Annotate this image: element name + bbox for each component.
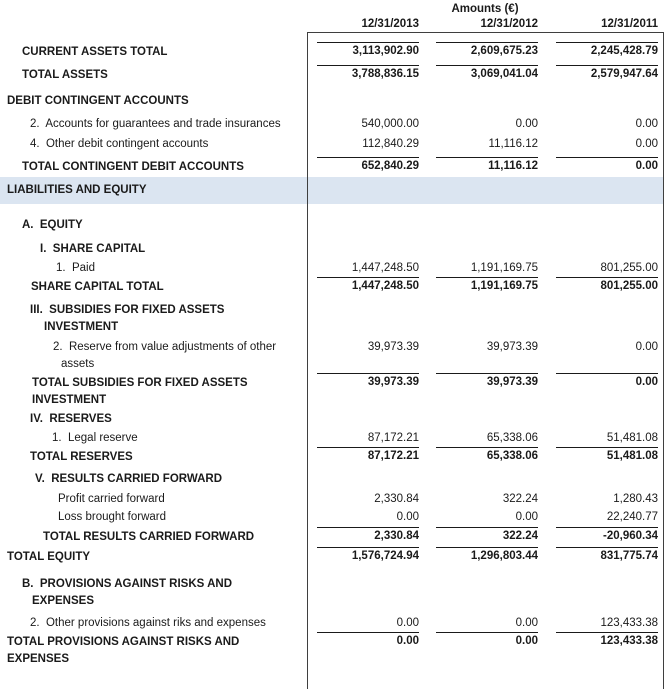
row-loss-brought-forward bbox=[0, 511, 666, 524]
value-2012: 1,296,803.44 bbox=[419, 547, 538, 563]
row-label: TOTAL PROVISIONS AGAINST RISKS AND EXPENSES bbox=[7, 636, 240, 665]
value-2011: 0.00 bbox=[635, 138, 658, 150]
value-2012: 11,116.12 bbox=[488, 138, 538, 150]
value-2013: 1,447,248.50 bbox=[351, 262, 419, 274]
value-2011: 123,433.38 bbox=[600, 617, 658, 629]
value-2011: 0.00 bbox=[538, 157, 658, 173]
value-2013: 652,840.29 bbox=[307, 157, 419, 173]
section-heading: LIABILITIES AND EQUITY bbox=[7, 184, 147, 196]
row-reserve-value-adjustments bbox=[0, 341, 666, 371]
row-label: 4. Other debit contingent accounts bbox=[30, 138, 209, 150]
value-2012: 65,338.06 bbox=[486, 432, 538, 444]
section-heading: IV. RESERVES bbox=[30, 413, 112, 425]
row-subsidies-header bbox=[0, 304, 666, 334]
value-2013: 540,000.00 bbox=[361, 118, 419, 130]
value-2011: 801,255.00 bbox=[600, 262, 658, 274]
value-2011: -20,960.34 bbox=[538, 527, 658, 543]
value-2013: 2,330.84 bbox=[374, 493, 419, 505]
value-2011: 0.00 bbox=[635, 118, 658, 130]
value-2011: 2,579,947.64 bbox=[538, 65, 658, 81]
value-2012: 322.24 bbox=[419, 527, 538, 543]
value-2012: 0.00 bbox=[515, 617, 538, 629]
value-2013: 0.00 bbox=[307, 632, 419, 648]
value-2013: 0.00 bbox=[396, 511, 419, 523]
row-label: 1. Paid bbox=[56, 262, 95, 274]
value-2013: 1,447,248.50 bbox=[307, 277, 419, 293]
value-2012: 0.00 bbox=[419, 632, 538, 648]
value-2013: 1,576,724.94 bbox=[307, 547, 419, 563]
liabilities-and-equity-band bbox=[0, 177, 664, 204]
row-total-reserves bbox=[0, 447, 666, 464]
value-2012: 3,069,041.04 bbox=[419, 65, 538, 81]
row-label: TOTAL EQUITY bbox=[7, 551, 91, 563]
value-2011: 0.00 bbox=[635, 341, 658, 353]
value-2011: 0.00 bbox=[538, 373, 658, 389]
value-2012: 39,973.39 bbox=[419, 373, 538, 389]
row-label: CURRENT ASSETS TOTAL bbox=[22, 46, 168, 58]
row-total-assets bbox=[0, 65, 666, 82]
row-results-carried-forward-header bbox=[0, 473, 666, 486]
value-2011: 801,255.00 bbox=[538, 277, 658, 293]
row-paid bbox=[0, 262, 666, 275]
value-2011: 123,433.38 bbox=[538, 632, 658, 648]
row-other-debit-contingent bbox=[0, 138, 666, 151]
value-2013: 87,172.21 bbox=[307, 447, 419, 463]
value-2013: 87,172.21 bbox=[367, 432, 419, 444]
column-header-row bbox=[0, 17, 666, 31]
row-label: TOTAL ASSETS bbox=[22, 69, 108, 81]
row-total-provisions bbox=[0, 632, 666, 666]
value-2012: 2,609,675.23 bbox=[419, 42, 538, 58]
value-2013: 39,973.39 bbox=[367, 341, 419, 353]
value-2012: 1,191,169.75 bbox=[419, 277, 538, 293]
value-2013: 39,973.39 bbox=[307, 373, 419, 389]
value-2013: 3,788,836.15 bbox=[307, 65, 419, 81]
row-label: SHARE CAPITAL TOTAL bbox=[31, 281, 164, 293]
value-2012: 322.24 bbox=[502, 493, 538, 505]
value-2013: 3,113,902.90 bbox=[307, 42, 419, 58]
row-label: Loss brought forward bbox=[58, 511, 167, 523]
value-2012: 0.00 bbox=[515, 511, 538, 523]
value-2011: 831,775.74 bbox=[538, 547, 658, 563]
row-label: 2. Other provisions against riks and expenses bbox=[30, 617, 266, 629]
value-2011: 22,240.77 bbox=[606, 511, 658, 523]
value-2013: 2,330.84 bbox=[307, 527, 419, 543]
value-2012: 65,338.06 bbox=[419, 447, 538, 463]
value-2011: 2,245,428.79 bbox=[538, 42, 658, 58]
row-total-equity bbox=[0, 547, 666, 564]
row-label: TOTAL RESERVES bbox=[30, 451, 133, 463]
amounts-title: Amounts (€) bbox=[451, 3, 519, 15]
section-heading: V. RESULTS CARRIED FORWARD bbox=[35, 473, 222, 485]
row-total-subsidies bbox=[0, 373, 666, 407]
row-legal-reserve bbox=[0, 432, 666, 445]
section-heading: III. SUBSIDIES FOR FIXED ASSETS INVESTMENT bbox=[30, 304, 225, 333]
row-label: 1. Legal reserve bbox=[52, 432, 138, 444]
column-header-2012: 12/31/2012 bbox=[480, 18, 538, 30]
column-header-2011: 12/31/2011 bbox=[601, 18, 658, 30]
value-2011: 51,481.08 bbox=[606, 432, 658, 444]
row-accounts-for-guarantees bbox=[0, 118, 666, 131]
row-label: TOTAL SUBSIDIES FOR FIXED ASSETS INVESTMENT bbox=[32, 377, 248, 406]
row-profit-carried-forward bbox=[0, 493, 666, 506]
row-other-provisions bbox=[0, 617, 666, 630]
row-total-contingent-debit bbox=[0, 157, 666, 174]
value-2012: 39,973.39 bbox=[486, 341, 538, 353]
section-heading: B. PROVISIONS AGAINST RISKS AND EXPENSES bbox=[22, 578, 233, 607]
row-equity-header bbox=[0, 219, 666, 232]
row-total-results-carried-forward bbox=[0, 527, 666, 544]
row-label: 2. Reserve from value adjustments of other assets bbox=[53, 341, 277, 370]
row-reserves-header bbox=[0, 413, 666, 426]
value-2011: 51,481.08 bbox=[538, 447, 658, 463]
value-2012: 11,116.12 bbox=[419, 157, 538, 173]
row-label: Profit carried forward bbox=[58, 493, 165, 505]
section-heading: I. SHARE CAPITAL bbox=[40, 243, 146, 255]
value-2012: 0.00 bbox=[515, 118, 538, 130]
row-share-capital-header bbox=[0, 243, 666, 256]
section-heading: DEBIT CONTINGENT ACCOUNTS bbox=[7, 95, 189, 107]
value-2013: 112,840.29 bbox=[362, 138, 419, 150]
value-2012: 1,191,169.75 bbox=[470, 262, 538, 274]
row-provisions-header bbox=[0, 578, 666, 608]
value-2011: 1,280.43 bbox=[613, 493, 658, 505]
row-debit-contingent-accounts-header bbox=[0, 95, 666, 108]
value-2013: 0.00 bbox=[396, 617, 419, 629]
row-label: TOTAL CONTINGENT DEBIT ACCOUNTS bbox=[22, 161, 244, 173]
row-current-assets-total bbox=[0, 42, 666, 59]
row-label: TOTAL RESULTS CARRIED FORWARD bbox=[43, 531, 255, 543]
section-heading: A. EQUITY bbox=[22, 219, 83, 231]
row-label: 2. Accounts for guarantees and trade insurances bbox=[30, 118, 281, 130]
row-share-capital-total bbox=[0, 277, 666, 294]
column-header-2013: 12/31/2013 bbox=[361, 18, 419, 30]
